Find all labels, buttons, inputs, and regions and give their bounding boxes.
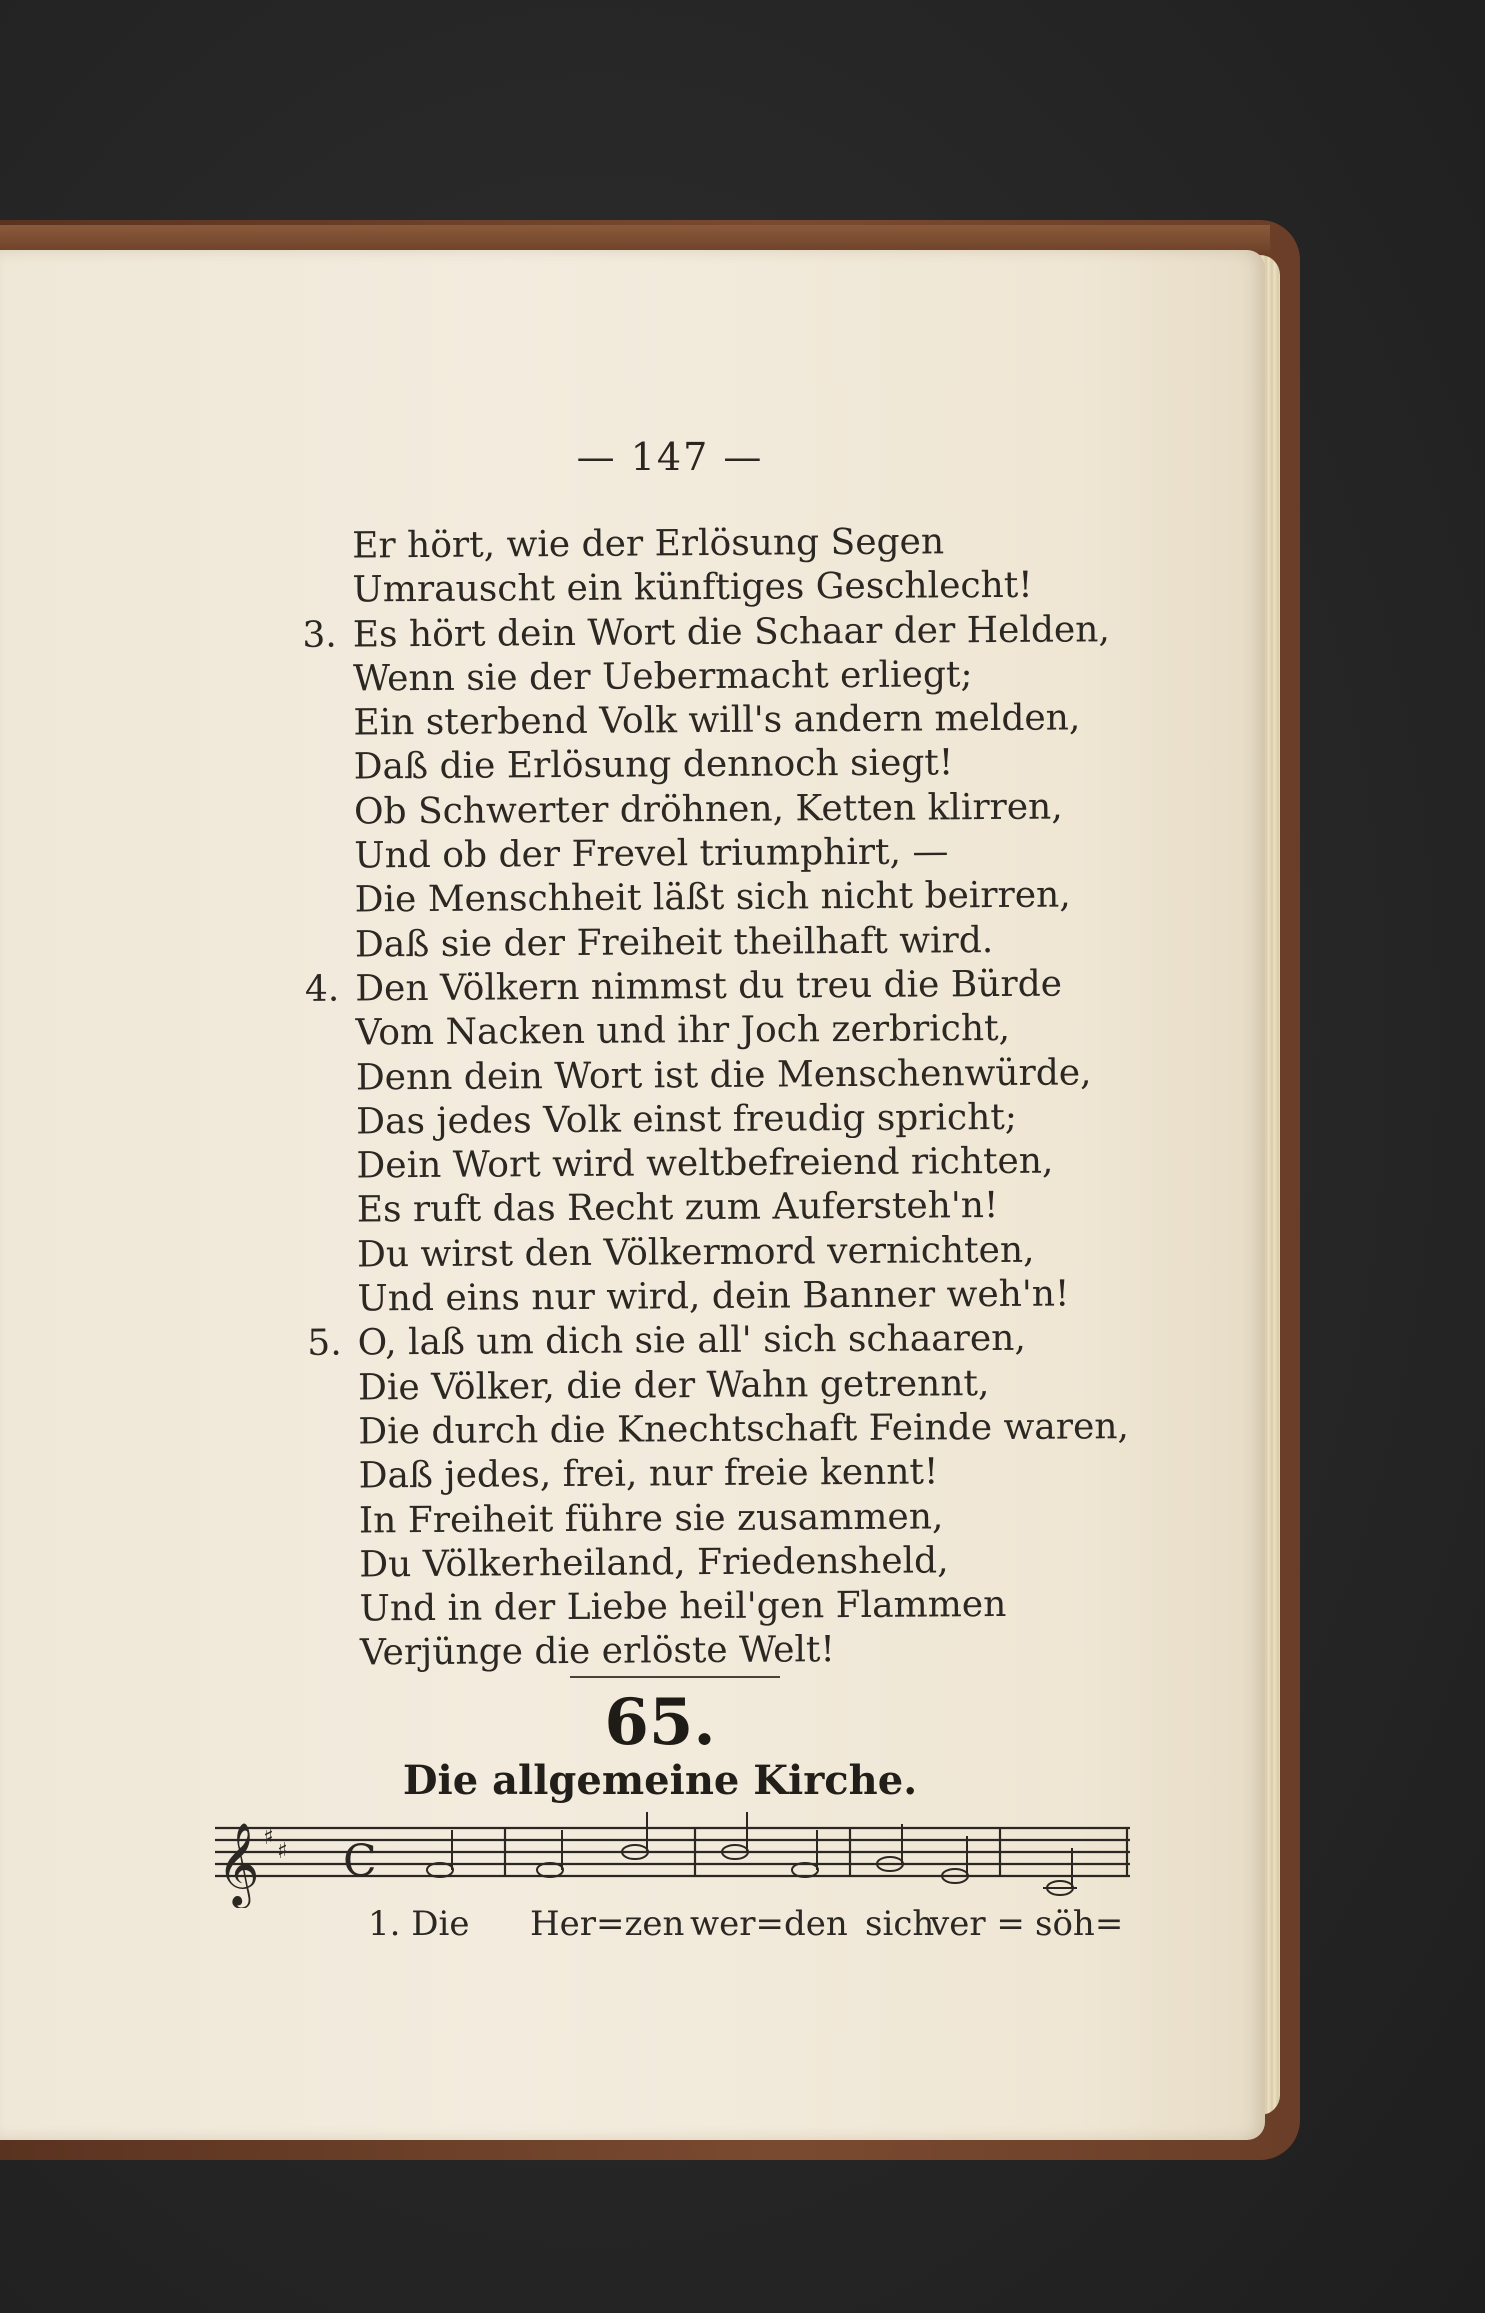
- music-lyric: 1. Die: [368, 1904, 470, 1944]
- verse-line: [281, 652, 1131, 702]
- music-lyric: wer=den: [690, 1904, 848, 1944]
- verse-text: Du wirst den Völkermord vernichten,: [356, 1229, 1035, 1276]
- hymn-number: 65.: [604, 1685, 716, 1760]
- sharp-icon: ♯: [263, 1825, 274, 1850]
- music-lyric: Her=zen: [530, 1904, 685, 1944]
- verse-text: In Freiheit führe sie zusammen,: [358, 1495, 944, 1542]
- music-staff: [215, 1808, 1135, 1908]
- verse-text: Den Völkern nimmst du treu die Bürde: [355, 963, 1063, 1010]
- verse-text: Daß sie der Freiheit theilhaft wird.: [354, 919, 994, 966]
- verse-line: [286, 1405, 1136, 1455]
- music-lyric: ver =: [930, 1904, 1025, 1944]
- verse-line: [287, 1494, 1137, 1544]
- section-divider: [570, 1676, 780, 1678]
- verse-text: Denn dein Wort ist die Menschenwürde,: [355, 1051, 1092, 1099]
- verse-text: Er hört, wie der Erlösung Segen: [352, 521, 945, 567]
- verse-number: 4.: [304, 968, 340, 1010]
- verse-line: [286, 1449, 1136, 1499]
- time-signature: C: [343, 1836, 377, 1887]
- verse-line: [283, 918, 1133, 968]
- verse-number: 5.: [307, 1322, 342, 1365]
- music-lyric: sich: [865, 1904, 935, 1944]
- verse-text: Wenn sie der Uebermacht erliegt;: [352, 654, 973, 700]
- verse-text: Und in der Liebe heil'gen Flammen: [359, 1584, 1007, 1630]
- verse-text: Daß die Erlösung dennoch siegt!: [353, 742, 954, 788]
- verse-text: Verjünge die erlöste Welt!: [359, 1629, 836, 1674]
- verse-line: [284, 1139, 1134, 1189]
- verse-text: Und ob der Frevel triumphirt, —: [354, 831, 949, 877]
- verse-text: Vom Nacken und ihr Joch zerbricht,: [355, 1008, 1011, 1054]
- verse-line: [281, 696, 1131, 746]
- verse-text: Die Völker, die der Wahn getrennt,: [357, 1362, 990, 1409]
- verse-line: [288, 1626, 1138, 1676]
- verse-line: [286, 1361, 1136, 1411]
- verse-line: [285, 1184, 1135, 1234]
- verse-block: [280, 519, 1138, 1677]
- verse-text: Ein sterbend Volk will's andern melden,: [353, 697, 1081, 744]
- verse-line: [283, 1006, 1133, 1056]
- verse-text: Es hört dein Wort die Schaar der Helden,: [352, 608, 1111, 656]
- verse-text: Das jedes Volk einst freudig spricht;: [356, 1096, 1018, 1143]
- verse-line: [285, 1228, 1135, 1278]
- verse-line: [282, 873, 1132, 923]
- verse-text: Die Menschheit läßt sich nicht beirren,: [354, 874, 1071, 921]
- verse-text: O, laß um dich sie all' sich schaaren,: [357, 1318, 1026, 1364]
- verse-text: Ob Schwerter dröhnen, Ketten klirren,: [353, 786, 1063, 833]
- sharp-icon: ♯: [277, 1839, 288, 1864]
- verse-line: [287, 1538, 1137, 1588]
- page-number: — 147 —: [576, 435, 764, 479]
- verse-number: 3.: [302, 614, 337, 656]
- verse-line: [284, 1095, 1134, 1145]
- verse-line: [280, 563, 1130, 613]
- verse-text: Du Völkerheiland, Friedensheld,: [359, 1540, 949, 1586]
- verse-line: [284, 1051, 1134, 1101]
- hymn-title: Die allgemeine Kirche.: [402, 1757, 918, 1804]
- treble-clef-icon: 𝄞: [217, 1821, 260, 1905]
- verse-text: Daß jedes, frei, nur freie kennt!: [358, 1451, 939, 1497]
- verse-text: Die durch die Knechtschaft Feinde waren,: [358, 1406, 1130, 1453]
- music-lyric: söh=: [1035, 1904, 1124, 1944]
- verse-line: [282, 785, 1132, 835]
- verse-line: [286, 1316, 1136, 1366]
- verse-text: Und eins nur wird, dein Banner weh'n!: [357, 1273, 1070, 1320]
- verse-line: [281, 608, 1131, 658]
- verse-line: [282, 829, 1132, 879]
- verse-line: [283, 962, 1133, 1012]
- verse-line: [287, 1582, 1137, 1632]
- verse-line: [280, 519, 1130, 569]
- verse-text: Umrauscht ein künftiges Geschlecht!: [352, 565, 1033, 611]
- verse-line: [285, 1272, 1135, 1322]
- verse-text: Dein Wort wird weltbefreiend richten,: [356, 1140, 1054, 1187]
- verse-line: [282, 741, 1132, 791]
- verse-text: Es ruft das Recht zum Aufersteh'n!: [356, 1185, 999, 1231]
